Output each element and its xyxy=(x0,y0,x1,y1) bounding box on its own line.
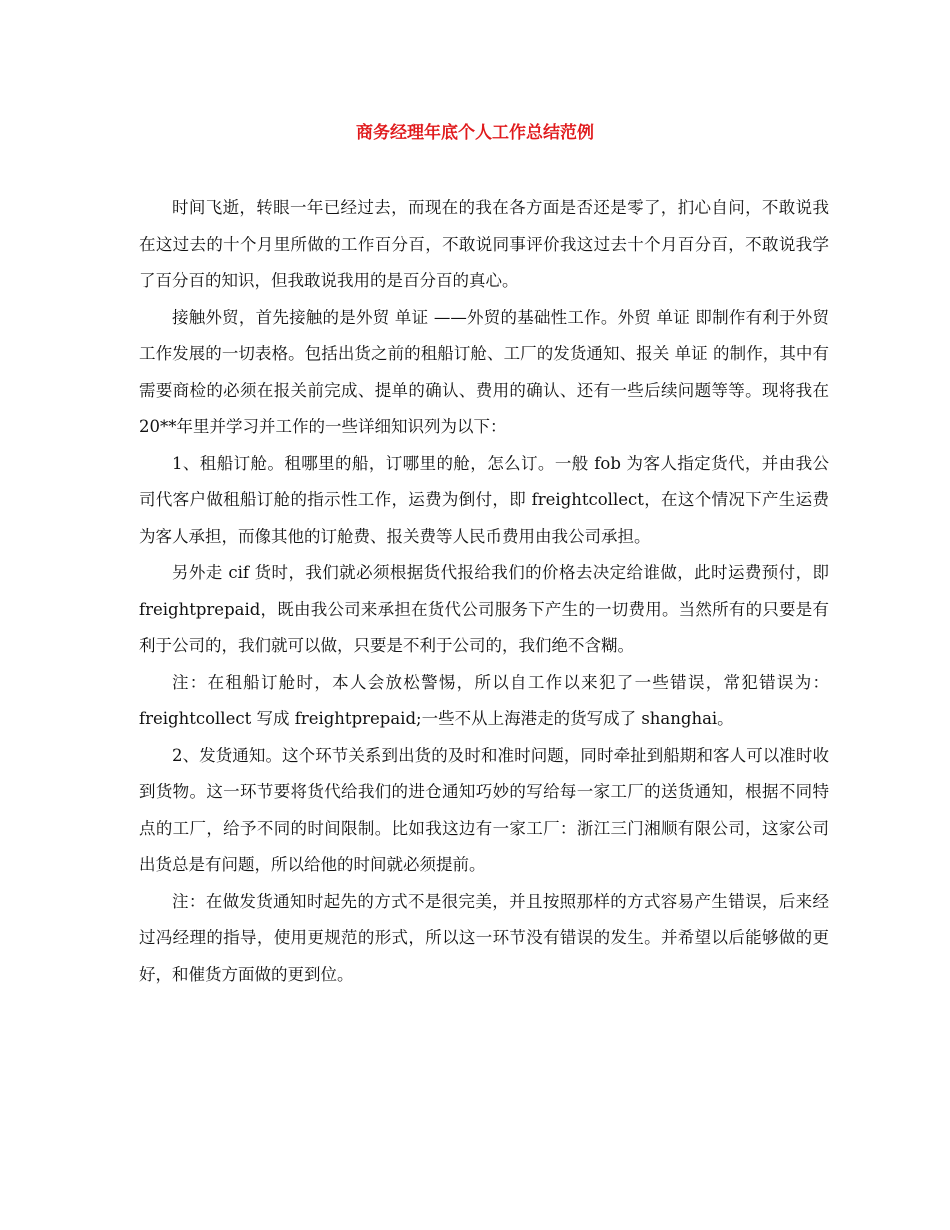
paragraph-cif-shipment: 另外走 cif 货时，我们就必须根据货代报给我们的价格去决定给谁做，此时运费预付，即 freightprepaid，既由我公司来承担在货代公司服务下产生的一切费用。当然所有的只要是有利于公司的，我们就可以做，只要是不利于公司的，我们绝不含糊。 xyxy=(139,563,829,655)
document-title: 商务经理年底个人工作总结范例 xyxy=(356,123,594,143)
paragraph-booking-note: 注：在租船订舱时，本人会放松警惕，所以自工作以来犯了一些错误，常犯错误为：freightcollect 写成 freightprepaid;一些不从上海港走的货写成了 shanghai。 xyxy=(139,672,829,728)
paragraph-shipping-note: 注：在做发货通知时起先的方式不是很完美，并且按照那样的方式容易产生错误，后来经过冯经理的指导，使用更规范的形式，所以这一环节没有错误的发生。并希望以后能够做的更好，和催货方面做的更到位。 xyxy=(139,891,829,984)
document-body xyxy=(139,190,829,993)
paragraph-foreign-trade-docs: 接触外贸，首先接触的是外贸 单证 ——外贸的基础性工作。外贸 单证 即制作有利于外贸工作发展的一切表格。包括出货之前的租船订舱、工厂的发货通知、报关 单证 的制作，其中有需要商检的必须在报关前完成、提单的确认、费用的确认、还有一些后续问题等等。现将我在20**年里并学习并工作的一些详细知识列为以下： xyxy=(139,307,829,436)
paragraph-shipping-notice: 2、发货通知。这个环节关系到出货的及时和准时问题，同时牵扯到船期和客人可以准时收到货物。这一环节要将货代给我们的进仓通知巧妙的写给每一家工厂的送货通知，根据不同特点的工厂，给予不同的时间限制。比如我这边有一家工厂：浙江三门湘顺有限公司，这家公司出货总是有问题，所以给他的时间就必须提前。 xyxy=(139,745,829,874)
paragraph-chartering-booking: 1、租船订舱。租哪里的船，订哪里的舱，怎么订。一般 fob 为客人指定货代，并由我公司代客户做租船订舱的指示性工作，运费为倒付，即 freightcollect，在这个情况下产生运费为客人承担，而像其他的订舱费、报关费等人民币费用由我公司承担。 xyxy=(139,453,829,546)
paragraph-intro: 时间飞逝，转眼一年已经过去，而现在的我在各方面是否还是零了，扪心自问，不敢说我在这过去的十个月里所做的工作百分百，不敢说同事评价我这过去十个月百分百，不敢说我学了百分百的知识，但我敢说我用的是百分百的真心。 xyxy=(139,198,829,290)
